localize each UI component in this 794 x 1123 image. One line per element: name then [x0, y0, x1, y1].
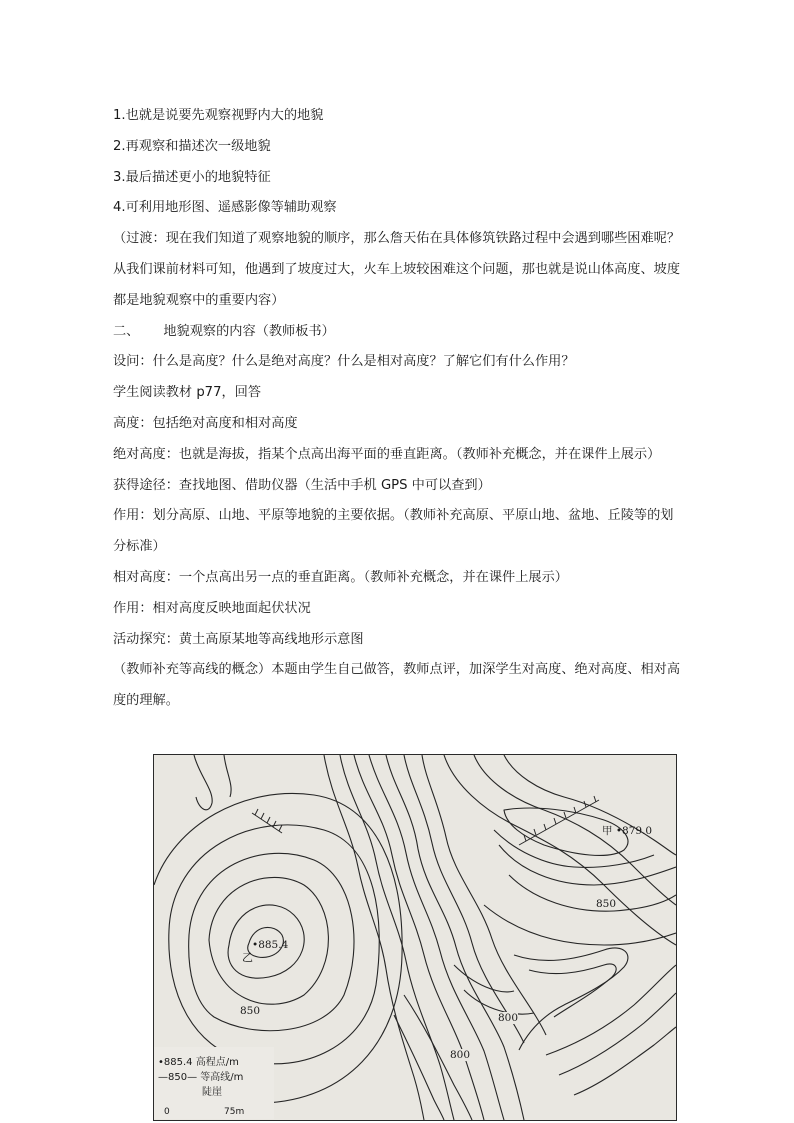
paragraph-height: 高度：包括绝对高度和相对高度: [113, 415, 298, 431]
paragraph-4: 4.可利用地形图、遥感影像等辅助观察: [113, 200, 337, 216]
section-number: 二、: [113, 323, 140, 339]
paragraph-1: 1.也就是说要先观察视野内大的地貌: [113, 108, 324, 123]
body-text: [113, 101, 685, 717]
legend-scale-zero: 0: [164, 1107, 170, 1117]
paragraph-question: 设问：什么是高度？什么是绝对高度？什么是相对高度？了解它们有什么作用？: [113, 354, 575, 370]
paragraph-3: 3.最后描述更小的地貌特征: [113, 169, 271, 185]
contour-label-800-lower: 800: [450, 1049, 471, 1061]
paragraph-contour-note: （教师补充等高线的概念）本题由学生自己做答，教师点评，加深学生对高度、绝对高度、相对高度的理解。: [113, 662, 681, 709]
paragraph-usage-2: 作用：相对高度反映地面起伏状况: [113, 600, 311, 616]
paragraph-absolute-height: 绝对高度：也就是海拔，指某个点高出海平面的垂直距离。（教师补充概念，并在课件上展示）: [113, 446, 661, 462]
contour-label-850-right: 850: [596, 898, 617, 910]
legend-scale-value: 75m: [224, 1107, 245, 1117]
legend-cliff-label: 陡崖: [202, 1087, 222, 1098]
legend-contour-label: 等高线/m: [200, 1072, 244, 1083]
contour-label-800-upper: 800: [498, 1012, 519, 1024]
point-jia-name: 甲: [602, 825, 613, 837]
legend-elevation-label: 高程点/m: [195, 1057, 239, 1068]
section-title: 地貌观察的内容（教师板书）: [163, 323, 335, 339]
legend-elevation-symbol: •885.4: [158, 1057, 193, 1068]
point-jia-value: •879.0: [615, 825, 653, 837]
contour-map: [153, 754, 677, 1121]
section-heading: [113, 317, 685, 348]
paragraph-acquire: 获得途径：查找地图、借助仪器（生活中手机 GPS 中可以查到）: [113, 477, 491, 493]
contour-label-850-left: 850: [240, 1005, 261, 1017]
paragraph-transition: （过渡：现在我们知道了观察地貌的顺序，那么詹天佑在具体修筑铁路过程中会遇到哪些困难呢？从我们课前材料可知，他遇到了坡度过大，火车上坡较困难这个问题，那也就是说山体高度、坡度都是地貌观察中的重要内容）: [113, 231, 681, 308]
paragraph-reading: 学生阅读教材 p77，回答: [113, 385, 262, 401]
paragraph-activity: 活动探究：黄土高原某地等高线地形示意图: [113, 631, 364, 647]
legend-contour-symbol: —850—: [158, 1072, 198, 1083]
paragraph-usage-1: 作用：划分高原、山地、平原等地貌的主要依据。（教师补充高原、平原山地、盆地、丘陵等的划分标准）: [113, 508, 674, 555]
point-yi-value: •885.4: [252, 939, 289, 951]
paragraph-relative-height: 相对高度：一个点高出另一点的垂直距离。（教师补充概念，并在课件上展示）: [113, 569, 568, 585]
legend-elevation-point: [158, 1053, 239, 1068]
point-jia: [602, 823, 652, 838]
legend-contour: [158, 1068, 243, 1083]
point-yi-name: 乙: [242, 951, 253, 964]
map-legend: [154, 1047, 274, 1119]
paragraph-2: 2.再观察和描述次一级地貌: [113, 138, 271, 154]
